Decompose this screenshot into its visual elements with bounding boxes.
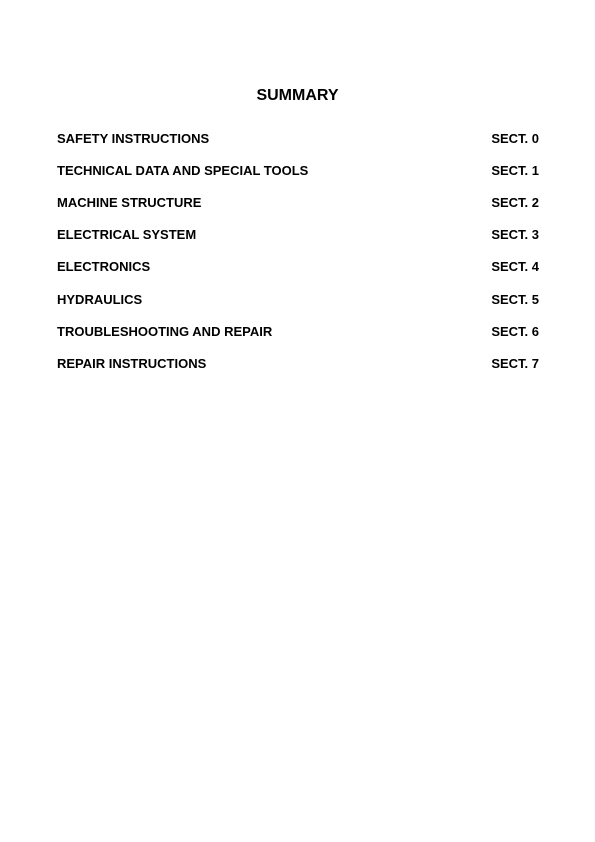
toc-entry-safety-instructions (57, 122, 539, 154)
section-number: SECT. 1 (491, 162, 539, 178)
section-number: SECT. 7 (491, 355, 539, 371)
section-name: HYDRAULICS (57, 291, 143, 307)
toc-entry-technical-data (57, 154, 539, 186)
section-number: SECT. 6 (491, 323, 539, 339)
section-name: TECHNICAL DATA AND SPECIAL TOOLS (57, 162, 309, 178)
section-number: SECT. 4 (491, 259, 539, 275)
section-name: REPAIR INSTRUCTIONS (57, 355, 207, 371)
section-number: SECT. 0 (491, 130, 539, 146)
toc-entry-machine-structure (57, 186, 539, 218)
toc-entry-troubleshooting (57, 315, 539, 347)
section-name: TROUBLESHOOTING AND REPAIR (57, 323, 273, 339)
section-name: MACHINE STRUCTURE (57, 194, 202, 210)
section-number: SECT. 5 (491, 291, 539, 307)
toc-entry-electronics (57, 251, 539, 283)
table-of-contents (57, 122, 539, 380)
section-number: SECT. 2 (491, 194, 539, 210)
section-number: SECT. 3 (491, 227, 539, 243)
section-name: SAFETY INSTRUCTIONS (57, 130, 210, 146)
toc-entry-electrical-system (57, 219, 539, 251)
toc-entry-hydraulics (57, 283, 539, 315)
section-name: ELECTRONICS (57, 259, 151, 275)
toc-entry-repair-instructions (57, 347, 539, 379)
section-name: ELECTRICAL SYSTEM (57, 227, 197, 243)
page-title: SUMMARY (256, 87, 339, 104)
